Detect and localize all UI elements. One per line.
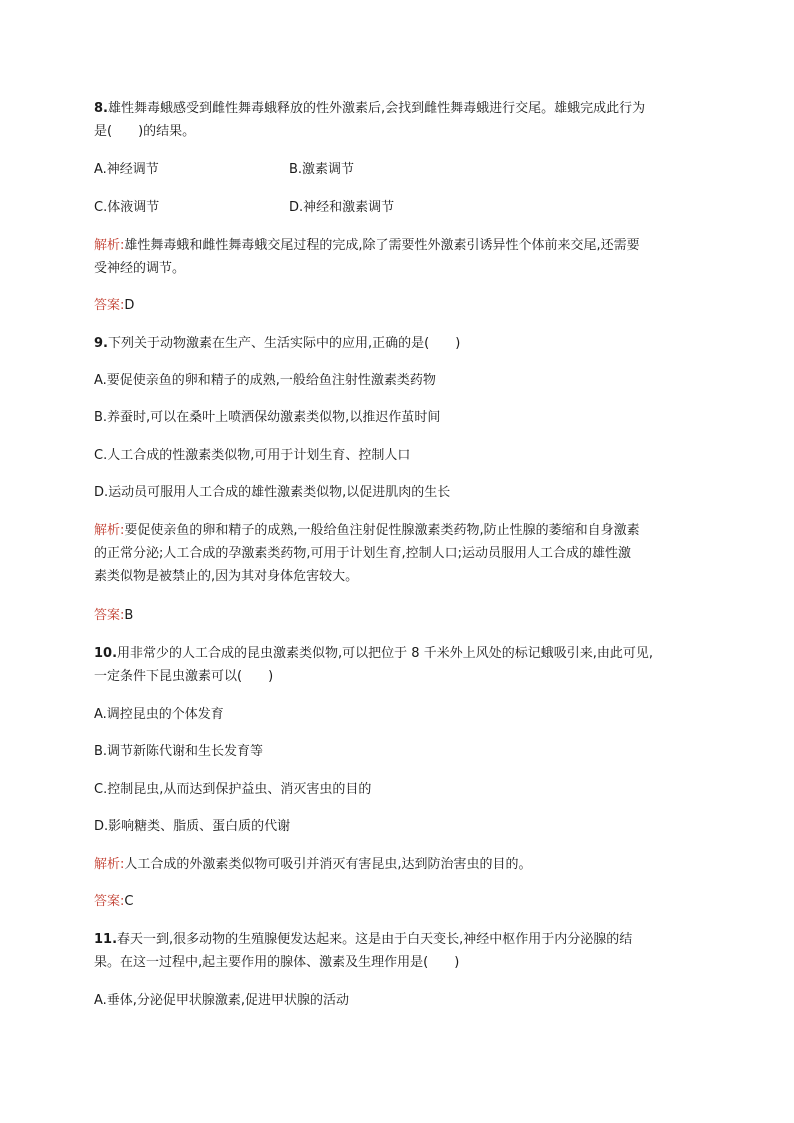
option-b: B.调节新陈代谢和生长发育等: [94, 744, 264, 759]
option-b: B.养蚕时,可以在桑叶上喷洒保幼激素类似物,以推迟作茧时间: [94, 410, 441, 425]
analysis-label: 解析:: [94, 523, 125, 538]
option-a: A.垂体,分泌促甲状腺激素,促进甲状腺的活动: [94, 993, 350, 1008]
answer: [94, 893, 133, 911]
answer-value: D: [124, 298, 135, 313]
question-number: 10.: [94, 646, 118, 661]
analysis: [94, 237, 640, 255]
question-number: 9.: [94, 336, 108, 351]
analysis-label: 解析:: [94, 238, 125, 253]
option-d: D.运动员可服用人工合成的雄性激素类似物,以促进肌肉的生长: [94, 485, 451, 500]
analysis-label: 解析:: [94, 857, 125, 872]
question-text: 雄性舞毒蛾感受到雌性舞毒蛾释放的性外激素后,会找到雌性舞毒蛾进行交尾。雄蛾完成此行为: [107, 101, 646, 116]
option-d: D.神经和激素调节: [289, 200, 395, 215]
question-text-cont: 是( )的结果。: [94, 124, 196, 139]
analysis: [94, 856, 532, 874]
analysis: [94, 522, 640, 540]
question-text-cont: 果。在这一过程中,起主要作用的腺体、激素及生理作用是( ): [94, 955, 460, 970]
answer: [94, 607, 133, 625]
question-number: 11.: [94, 932, 118, 947]
option-d: D.影响糖类、脂质、蛋白质的代谢: [94, 819, 291, 834]
question-text: 春天一到,很多动物的生殖腺便发达起来。这是由于白天变长,神经中枢作用于内分泌腺的结: [117, 932, 633, 947]
option-b: B.激素调节: [289, 162, 355, 177]
answer-label: 答案:: [94, 894, 125, 909]
option-c: C.人工合成的性激素类似物,可用于计划生育、控制人口: [94, 448, 411, 463]
question-text-cont: 一定条件下昆虫激素可以( ): [94, 669, 274, 684]
analysis-text-cont: 素类似物是被禁止的,因为其对身体危害较大。: [94, 569, 359, 584]
question-number: 8.: [94, 101, 108, 116]
analysis-text-cont: 受神经的调节。: [94, 261, 186, 276]
option-a: A.神经调节: [94, 162, 159, 177]
analysis-text: 人工合成的外激素类似物可吸引并消灭有害昆虫,达到防治害虫的目的。: [124, 857, 532, 872]
question-text: 用非常少的人工合成的昆虫激素类似物,可以把位于 8 千米外上风处的标记蛾吸引来,由此可见,: [117, 646, 653, 661]
analysis-text: 雄性舞毒蛾和雌性舞毒蛾交尾过程的完成,除了需要性外激素引诱异性个体前来交尾,还需要: [124, 238, 640, 253]
option-c: C.体液调节: [94, 200, 160, 215]
answer: [94, 297, 134, 315]
question-9-stem: [94, 335, 460, 353]
question-11-stem: [94, 931, 632, 949]
analysis-text-cont: 的正常分泌;人工合成的孕激素类药物,可用于计划生育,控制人口;运动员服用人工合成的雄性激: [94, 546, 632, 561]
option-a: A.要促使亲鱼的卵和精子的成熟,一般给鱼注射性激素类药物: [94, 373, 436, 388]
question-text: 下列关于动物激素在生产、生活实际中的应用,正确的是( ): [107, 336, 461, 351]
answer-value: B: [124, 608, 134, 623]
analysis-text: 要促使亲鱼的卵和精子的成熟,一般给鱼注射促性腺激素类药物,防止性腺的萎缩和自身激素: [124, 523, 640, 538]
option-c: C.控制昆虫,从而达到保护益虫、消灭害虫的目的: [94, 782, 372, 797]
answer-value: C: [124, 894, 134, 909]
question-10-stem: [94, 645, 653, 663]
answer-label: 答案:: [94, 298, 125, 313]
option-a: A.调控昆虫的个体发育: [94, 707, 224, 722]
question-8-stem: [94, 100, 645, 118]
answer-label: 答案:: [94, 608, 125, 623]
